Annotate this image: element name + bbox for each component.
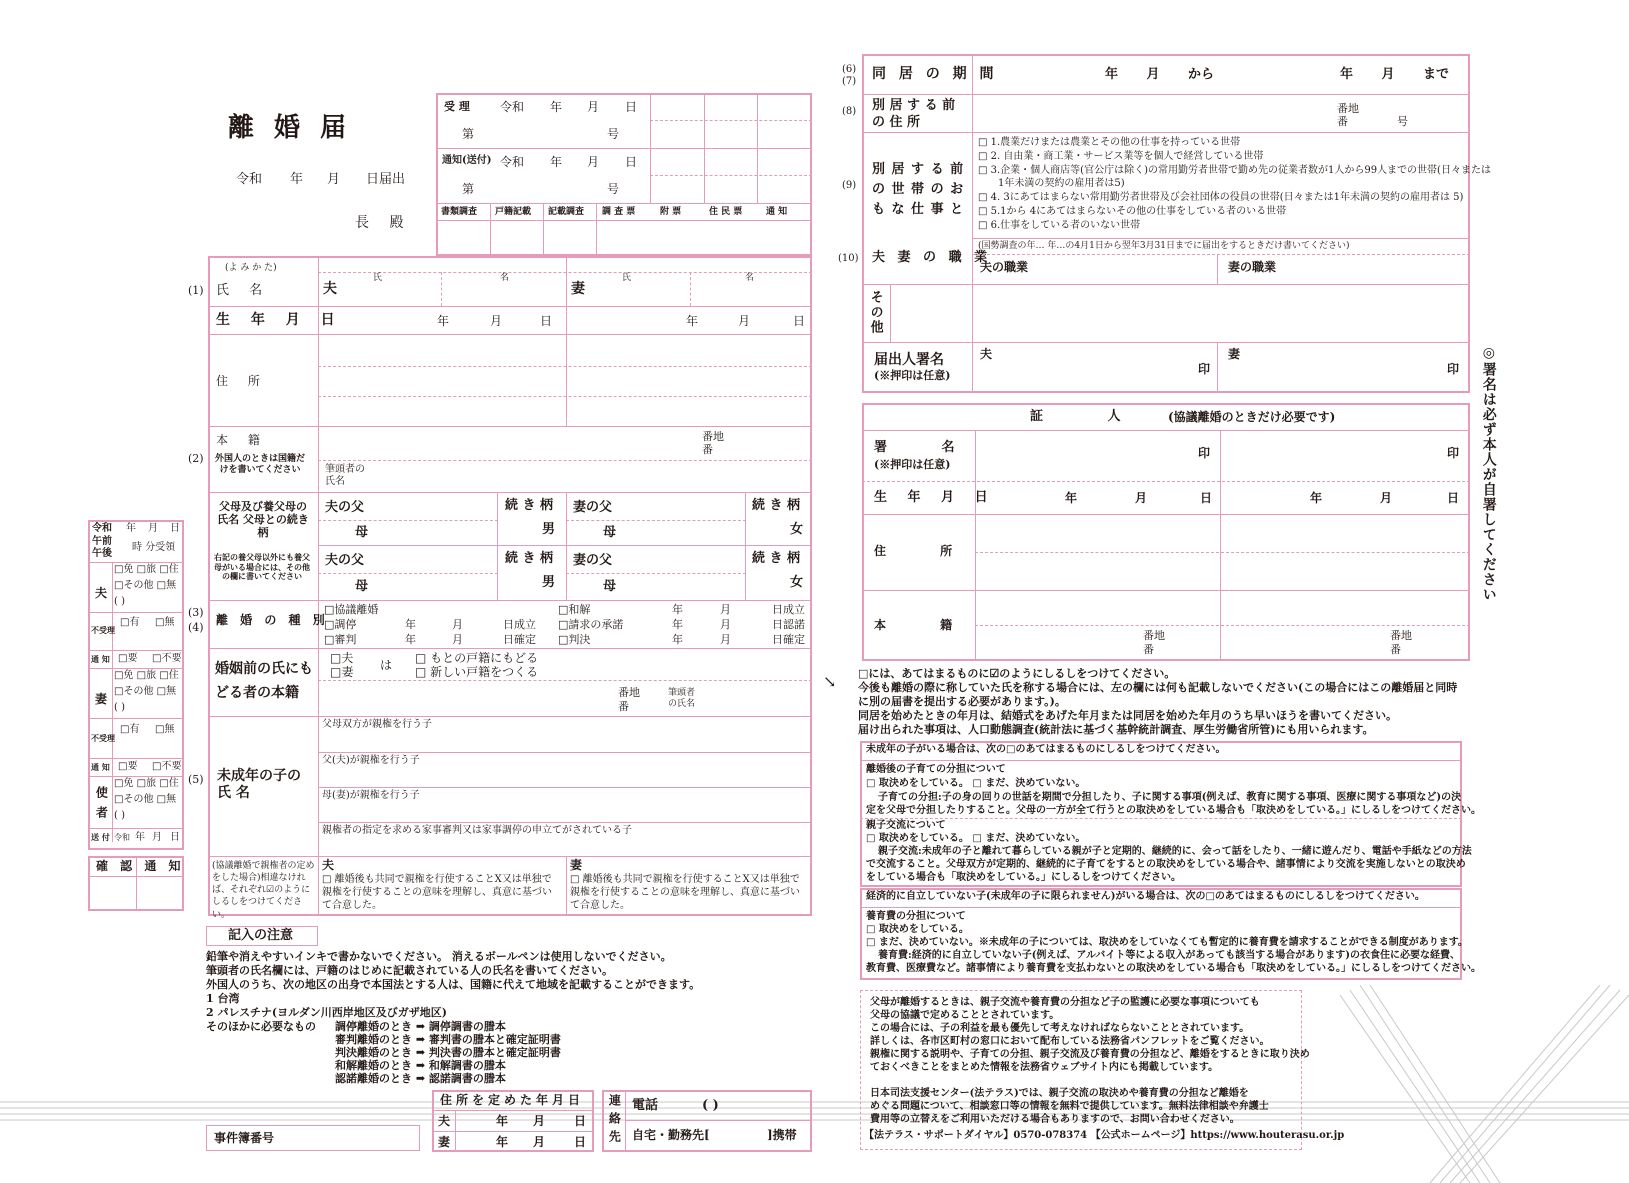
reception-accept: 受 理 bbox=[444, 100, 470, 113]
main-form bbox=[208, 256, 812, 916]
date-day: 日届出 bbox=[366, 172, 406, 187]
date-year: 年 bbox=[290, 172, 304, 187]
arrow-icon: ↘ bbox=[823, 672, 837, 691]
mizuhiki-decoration bbox=[1340, 985, 1629, 1183]
addressee: 長 殿 bbox=[355, 215, 412, 231]
form-title: 離婚届 bbox=[228, 113, 367, 143]
date-month: 月 bbox=[327, 172, 341, 187]
notes-heading: 記入の注意 bbox=[228, 928, 294, 943]
date-era: 令和 bbox=[236, 172, 263, 187]
side-note: ◎署名は必ず本人が自署してください bbox=[1480, 345, 1497, 602]
